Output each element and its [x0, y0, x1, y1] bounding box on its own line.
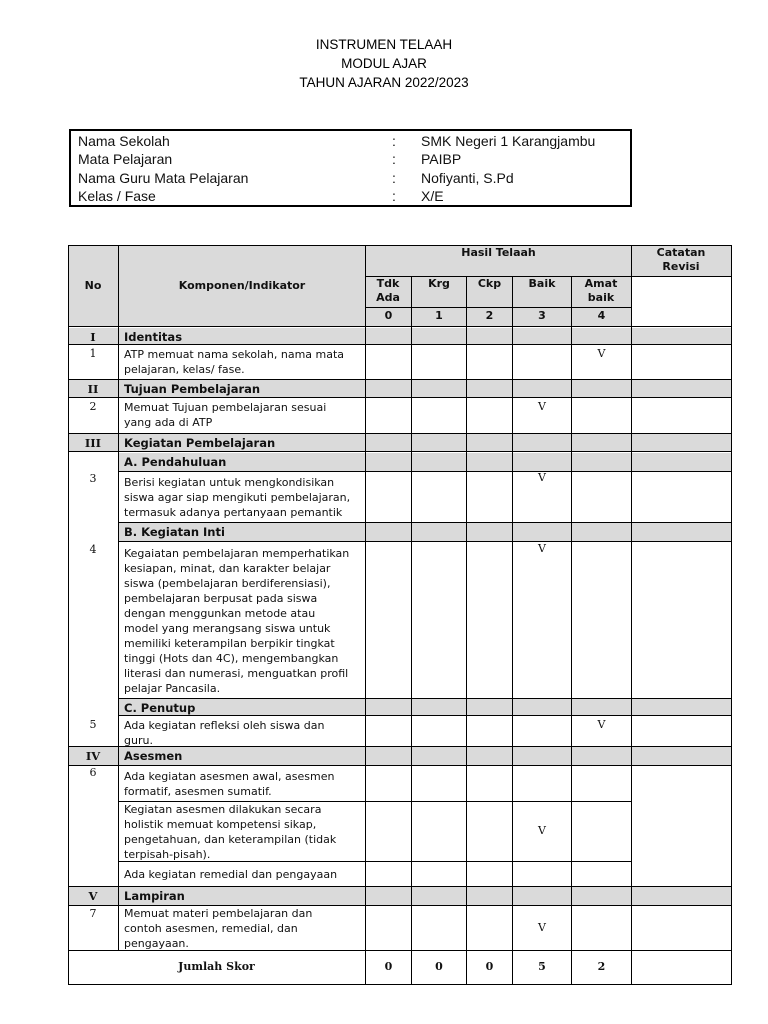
header-amat-baik: Amat baik	[584, 277, 618, 304]
section-number: II	[87, 382, 99, 396]
header-score-4: 4	[597, 309, 606, 322]
section-title: Kegiatan Pembelajaran	[124, 436, 276, 450]
section-number: IV	[85, 749, 101, 763]
row-line	[68, 746, 732, 747]
row-line	[68, 886, 732, 887]
header-score-1: 1	[435, 309, 443, 322]
item-text-line: siswa (pembelajaran berdiferensiasi),	[124, 577, 331, 590]
item-text-line: holistik memuat kompetensi sikap,	[124, 818, 317, 831]
item-text-line: pelajar Pancasila.	[124, 682, 221, 695]
doc-title-line2: MODUL AJAR	[341, 56, 427, 71]
item-number: 1	[89, 347, 97, 360]
info-value: PAIBP	[421, 151, 462, 167]
check-mark: V	[538, 542, 546, 555]
header-score-0: 0	[384, 309, 393, 322]
total-label: Jumlah Skor	[178, 960, 255, 973]
item-number: 2	[89, 400, 97, 413]
item-text-line: memiliki keterampilan berpikir tingkat	[124, 637, 335, 650]
identity-box	[69, 129, 632, 207]
doc-title-line3: TAHUN AJARAN 2022/2023	[299, 75, 469, 90]
row-line	[118, 715, 732, 716]
section-number: III	[84, 436, 102, 450]
item-text-line: pengetahuan, dan keterampilan (tidak	[124, 833, 337, 846]
row-line	[68, 451, 732, 452]
item-number: 7	[89, 907, 97, 920]
check-mark: V	[538, 824, 546, 837]
info-row-school	[78, 132, 623, 150]
header-tdk-ada: Tdk Ada	[376, 277, 400, 304]
check-mark: V	[597, 347, 606, 360]
header-score-3: 3	[538, 309, 546, 322]
item-text-line: pembelajaran berpusat pada siswa	[124, 592, 318, 605]
header-krg: Krg	[428, 277, 450, 290]
section-title: Identitas	[124, 330, 183, 344]
item-text-line: tinggi (Hots dan 4C), mengembangkan	[124, 652, 339, 665]
header-baik: Baik	[528, 277, 556, 290]
info-row-teacher	[78, 169, 623, 187]
item-text-line: guru.	[124, 734, 153, 747]
item-text-line: ATP memuat nama sekolah, nama mata	[124, 348, 345, 361]
subsection-title: A. Pendahuluan	[124, 455, 227, 469]
row-line	[118, 698, 732, 699]
total-score-tdk: 0	[384, 960, 393, 973]
doc-title-line1: INSTRUMEN TELAAH	[315, 37, 453, 52]
info-label: Nama Sekolah	[78, 133, 170, 149]
info-value: X/E	[421, 188, 444, 204]
item-text-line: Ada kegiatan refleksi oleh siswa dan	[124, 719, 325, 732]
row-line	[118, 471, 732, 472]
item-text-line: dengan menggunkan metode atau	[124, 607, 316, 620]
item-text-line: Kegaiatan pembelajaran memperhatikan	[124, 547, 350, 560]
table-border	[68, 984, 732, 985]
info-row-subject	[78, 150, 623, 168]
item-text-line: Ada kegiatan remedial dan pengayaan	[124, 868, 338, 881]
table-border	[731, 245, 732, 985]
col-line	[466, 276, 467, 985]
header-ckp: Ckp	[477, 277, 502, 290]
check-mark: V	[538, 921, 546, 934]
col-line	[571, 276, 572, 985]
item-text-line: contoh asesmen, remedial, dan	[124, 922, 298, 935]
header-catatan-revisi: Catatan Revisi	[656, 246, 706, 273]
item-number: 3	[89, 472, 97, 485]
total-score-ckp: 0	[485, 960, 494, 973]
section-number: V	[88, 889, 98, 903]
info-separator: :	[392, 170, 396, 186]
row-line	[118, 522, 732, 523]
row-line	[68, 433, 732, 434]
subsection-title: C. Penutup	[124, 701, 196, 715]
total-score-amat-baik: 2	[597, 960, 606, 973]
total-score-baik: 5	[538, 960, 546, 973]
row-line	[365, 307, 632, 308]
info-value: SMK Negeri 1 Karangjambu	[421, 133, 596, 149]
section-title: Tujuan Pembelajaran	[124, 382, 261, 396]
item-number: 6	[89, 766, 97, 779]
check-mark: V	[538, 471, 546, 484]
info-separator: :	[392, 133, 396, 149]
item-text-line: pelajaran, kelas/ fase.	[124, 363, 245, 376]
info-label: Mata Pelajaran	[78, 151, 173, 167]
row-line	[68, 765, 732, 766]
item-text-line: formatif, asesmen sumatif.	[124, 785, 272, 798]
row-line	[68, 379, 732, 380]
col-line	[365, 245, 366, 985]
item-text-line: Kegiatan asesmen dilakukan secara	[124, 803, 322, 816]
item-text-line: model yang merangsang siswa untuk	[124, 622, 331, 635]
review-table	[68, 245, 732, 985]
section-title: Asesmen	[124, 749, 183, 763]
item-number: 4	[89, 543, 97, 556]
item-text-line: terpisah-pisah).	[124, 848, 211, 861]
item-text-line: Ada kegiatan asesmen awal, asesmen	[124, 770, 335, 783]
section-number: I	[90, 330, 96, 344]
subsection-title: B. Kegiatan Inti	[124, 525, 225, 539]
info-value: Nofiyanti, S.Pd	[421, 170, 514, 186]
info-label: Nama Guru Mata Pelajaran	[78, 170, 249, 186]
info-separator: :	[392, 151, 396, 167]
catatan-blank-cell	[632, 277, 731, 326]
item-text-line: termasuk adanya pertanyaan pemantik	[124, 506, 343, 519]
item-text-line: Berisi kegiatan untuk mengkondisikan	[124, 476, 335, 489]
info-row-class	[78, 187, 623, 205]
col-line	[631, 245, 632, 985]
row-line	[68, 326, 732, 327]
col-line	[411, 276, 412, 985]
header-no: No	[84, 279, 102, 292]
row-line	[118, 541, 732, 542]
header-hasil-telaah: Hasil Telaah	[461, 246, 536, 259]
item-text-line: literasi dan numerasi, menguatkan profil	[124, 667, 349, 680]
subsection-shade	[119, 699, 731, 716]
item-number: 5	[89, 718, 97, 731]
total-score-krg: 0	[435, 960, 443, 973]
item-text-line: siswa agar siap mengikuti pembelajaran,	[124, 491, 351, 504]
check-mark: V	[538, 400, 546, 413]
col-line	[118, 245, 119, 951]
row-line	[68, 397, 732, 398]
col-line	[512, 276, 513, 985]
header-score-2: 2	[485, 309, 494, 322]
info-label: Kelas / Fase	[78, 188, 156, 204]
item-text-line: kesiapan, minat, dan karakter belajar	[124, 562, 331, 575]
item-text-line: Memuat materi pembelajaran dan	[124, 907, 313, 920]
item-text-line: pengayaan.	[124, 937, 189, 950]
item-text-line: Memuat Tujuan pembelajaran sesuai	[124, 401, 327, 414]
item-text-line: yang ada di ATP	[124, 416, 213, 429]
section-title: Lampiran	[124, 889, 185, 903]
header-component: Komponen/Indikator	[178, 279, 306, 292]
info-separator: :	[392, 188, 396, 204]
check-mark: V	[597, 718, 606, 731]
